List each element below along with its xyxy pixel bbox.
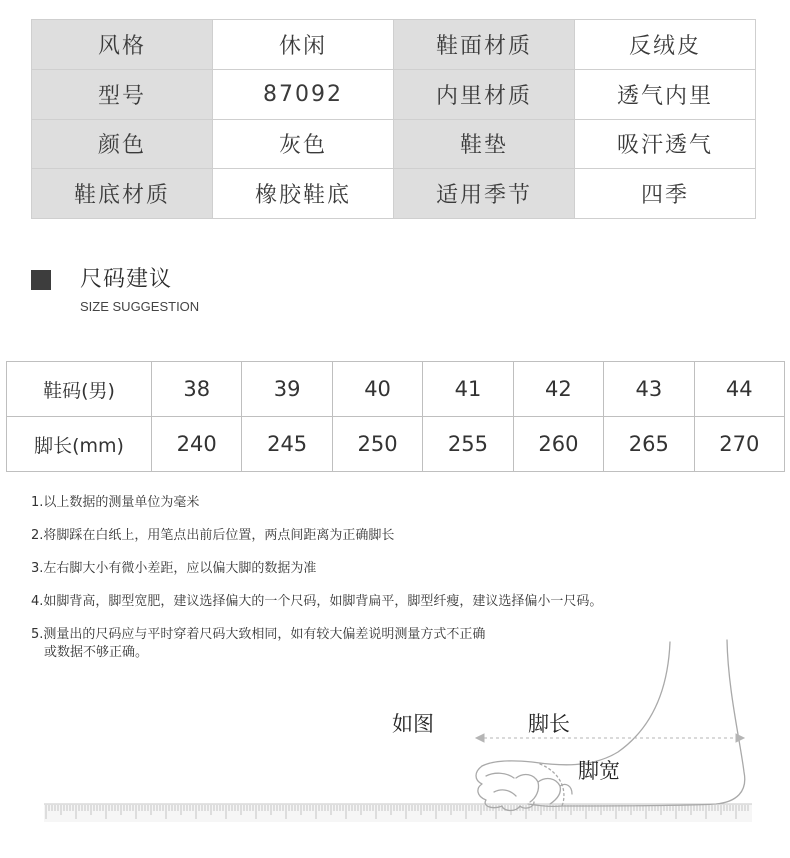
note-continuation: 或数据不够正确。 (44, 645, 149, 660)
spec-value: 四季 (575, 169, 756, 219)
notes-list (31, 494, 771, 659)
spec-value: 反绒皮 (575, 20, 756, 70)
section-title: 尺码建议 (80, 267, 173, 292)
size-cell: 40 (332, 362, 422, 417)
note-item (31, 626, 771, 659)
spec-value: 87092 (213, 69, 394, 119)
foot-outline-icon (476, 640, 745, 811)
spec-value: 橡胶鞋底 (213, 169, 394, 219)
note-item: 4.如脚背高，脚型宽肥，建议选择偏大的一个尺码，如脚背扁平，脚型纤瘦，建议选择偏小一尺码。 (31, 594, 603, 609)
foot-width-label: 脚宽 (578, 759, 620, 783)
spec-label: 型号 (32, 69, 213, 119)
spec-label: 鞋垫 (394, 119, 575, 169)
spec-value: 休闲 (213, 20, 394, 70)
size-cell: 42 (513, 362, 603, 417)
length-cell: 240 (152, 417, 242, 472)
length-cell: 260 (513, 417, 603, 472)
length-arrow-icon (476, 734, 744, 742)
size-cell: 44 (694, 362, 784, 417)
size-cell: 38 (152, 362, 242, 417)
length-cell: 265 (604, 417, 694, 472)
note-item: 1.以上数据的测量单位为毫米 (31, 495, 200, 510)
spec-value: 吸汗透气 (575, 119, 756, 169)
spec-label: 鞋面材质 (394, 20, 575, 70)
note-text: 5.测量出的尺码应与平时穿着尺码大致相同，如有较大偏差说明测量方式不正确 (31, 627, 486, 642)
spec-label: 颜色 (32, 119, 213, 169)
length-row-label: 脚长(mm) (7, 417, 152, 472)
section-subtitle: SIZE SUGGESTION (80, 299, 200, 314)
spec-value: 透气内里 (575, 69, 756, 119)
as-shown-label: 如图 (392, 712, 434, 736)
length-cell: 250 (332, 417, 422, 472)
spec-label: 鞋底材质 (32, 169, 213, 219)
length-cell: 245 (242, 417, 332, 472)
spec-value: 灰色 (213, 119, 394, 169)
note-item: 2.将脚踩在白纸上，用笔点出前后位置，两点间距离为正确脚长 (31, 528, 395, 543)
spec-label: 内里材质 (394, 69, 575, 119)
size-cell: 39 (242, 362, 332, 417)
ruler (44, 804, 752, 822)
note-item: 3.左右脚大小有微小差距，应以偏大脚的数据为准 (31, 561, 317, 576)
size-cell: 43 (604, 362, 694, 417)
size-cell: 41 (423, 362, 513, 417)
length-cell: 255 (423, 417, 513, 472)
size-row-label: 鞋码(男) (7, 362, 152, 417)
spec-label: 适用季节 (394, 169, 575, 219)
foot-length-label: 脚长 (528, 712, 570, 736)
spec-label: 风格 (32, 20, 213, 70)
length-cell: 270 (694, 417, 784, 472)
